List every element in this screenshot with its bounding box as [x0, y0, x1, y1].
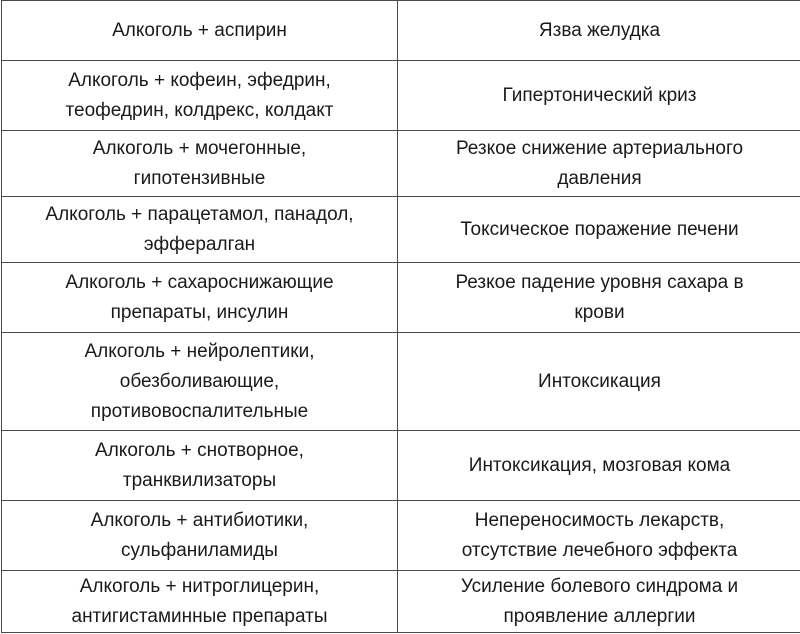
table-row — [2, 333, 800, 431]
table-cell-effect: Резкое снижение артериального давления — [398, 131, 800, 197]
table-cell-effect: Токсическое поражение печени — [398, 197, 800, 263]
table-cell-effect: Гипертонический криз — [398, 61, 800, 131]
table-cell-effect: Язва желудка — [398, 1, 800, 61]
table-cell-effect: Интоксикация — [398, 333, 800, 431]
table-cell-combination: Алкоголь + кофеин, эфедрин, теофедрин, колдрекс, колдакт — [2, 61, 398, 131]
table-cell-combination: Алкоголь + снотворное, транквилизаторы — [2, 431, 398, 501]
table-grid — [1, 0, 800, 633]
table-cell-combination: Алкоголь + сахароснижающие препараты, инсулин — [2, 263, 398, 333]
table-cell-effect: Усиление болевого синдрома и проявление аллергии — [398, 571, 800, 633]
table-cell-combination: Алкоголь + парацетамол, панадол, эффералган — [2, 197, 398, 263]
table-cell-effect: Непереносимость лекарств, отсутствие лечебного эффекта — [398, 501, 800, 571]
table-cell-effect: Резкое падение уровня сахара в крови — [398, 263, 800, 333]
table-row — [2, 501, 800, 571]
table-cell-combination: Алкоголь + нейролептики, обезболивающие, противовоспалительные — [2, 333, 398, 431]
table-row — [2, 131, 800, 197]
table-cell-combination: Алкоголь + аспирин — [2, 1, 398, 61]
table-row — [2, 61, 800, 131]
table-cell-combination: Алкоголь + мочегонные, гипотензивные — [2, 131, 398, 197]
table-row — [2, 197, 800, 263]
table-cell-combination: Алкоголь + антибиотики, сульфаниламиды — [2, 501, 398, 571]
table-row — [2, 571, 800, 633]
table-row — [2, 431, 800, 501]
table-row — [2, 1, 800, 61]
table-cell-combination: Алкоголь + нитроглицерин, антигистаминные препараты — [2, 571, 398, 633]
table-cell-effect: Интоксикация, мозговая кома — [398, 431, 800, 501]
table-row — [2, 263, 800, 333]
